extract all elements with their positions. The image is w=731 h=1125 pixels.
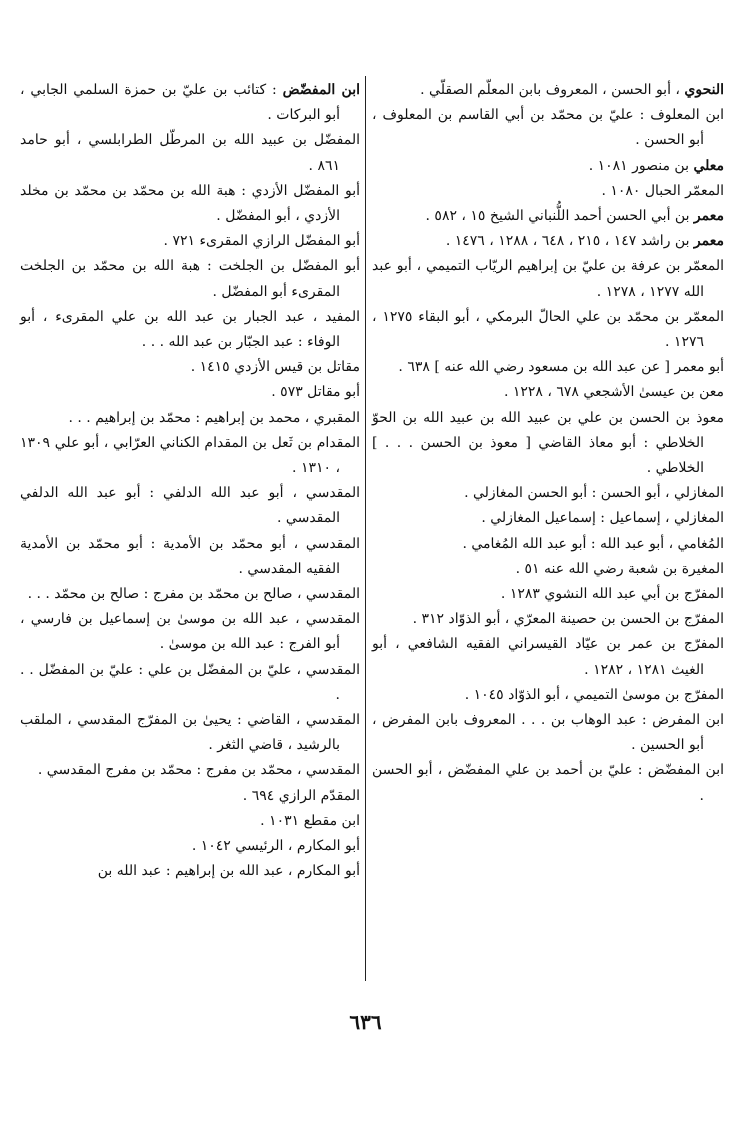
entry-headword: النحوي xyxy=(684,82,724,98)
entry-text: المقدسي ، محمّد بن مفرج : محمّد بن مفرج المقدسي . xyxy=(37,762,360,779)
index-entry xyxy=(372,532,724,557)
index-entry xyxy=(20,431,360,481)
index-entry xyxy=(20,658,360,708)
index-entry xyxy=(20,380,360,405)
entry-text: ، أبو الحسن ، المعروف بابن المعلّم الصقلّي . xyxy=(420,82,680,98)
index-entry xyxy=(20,532,360,582)
index-entry xyxy=(372,204,724,229)
entry-text: أبو المفضّل الرازي المقرىء ٧٢١ . xyxy=(163,233,360,250)
index-entry xyxy=(20,305,360,355)
index-entry xyxy=(372,607,724,632)
entry-text: المغيرة بن شعبة رضي الله عنه ٥١ . xyxy=(515,560,724,577)
index-entry xyxy=(372,506,724,531)
entry-text: أبو المفضّل بن الجلخت : هبة الله بن محمّد بن الجلخت المقرىء أبو المفضّل . xyxy=(20,258,360,300)
entry-text: ابن المعلوف : عليّ بن محمّد بن أبي القاسم بن المعلوف ، أبو الحسن . xyxy=(372,107,724,149)
entry-text: المقدسي ، عليّ بن المفضّل بن علي : عليّ بن المفضّل . . . xyxy=(20,661,360,703)
entry-text: ابن المفرض : عبد الوهاب بن . . . المعروف بابن المفرض ، أبو الحسين . xyxy=(372,712,724,754)
column-divider xyxy=(365,76,366,981)
entry-text: المفضّل بن عبيد الله بن المرطّل الطرابلسي ، أبو حامد ٨٦١ . xyxy=(20,132,360,174)
index-entry xyxy=(20,582,360,607)
entry-headword: معمر xyxy=(693,233,724,250)
entry-text: المغازلي ، أبو الحسن : أبو الحسن المغازلي . xyxy=(464,485,724,502)
index-entry xyxy=(20,758,360,783)
index-column-left xyxy=(20,78,360,885)
entry-text: أبو المكارم ، عبد الله بن إبراهيم : عبد الله بن xyxy=(97,863,360,880)
index-entry xyxy=(20,355,360,380)
entry-headword: معلي xyxy=(693,157,724,174)
entry-text: ابن مقطع ١٠٣١ . xyxy=(260,812,360,829)
index-entry xyxy=(20,179,360,229)
index-entry xyxy=(372,582,724,607)
entry-headword: ابن المفضّض xyxy=(282,82,360,98)
index-entry xyxy=(372,305,724,355)
entry-text: بن منصور ١٠٨١ . xyxy=(588,157,689,174)
index-entry xyxy=(372,103,724,153)
entry-text: بن أبي الحسن أحمد اللُّنباني الشيخ ١٥ ، ٥٨٢ . xyxy=(425,208,690,225)
entry-text: أبو المكارم ، الرئيسي ١٠٤٢ . xyxy=(191,838,360,855)
entry-text: المعمّر الحبال ١٠٨٠ . xyxy=(601,182,724,199)
entry-text: المفرّج بن عمر بن عيّاد القيسراني الفقيه الشافعي ، أبو الغيث ١٢٨١ ، ١٢٨٢ . xyxy=(372,636,724,678)
index-entry xyxy=(20,809,360,834)
index-entry xyxy=(20,859,360,884)
index-entry xyxy=(372,481,724,506)
entry-text: معن بن عيسىٰ الأشجعي ٦٧٨ ، ١٢٢٨ . xyxy=(503,384,724,401)
index-column-right xyxy=(372,78,724,809)
entry-text: المفرّج بن الحسن بن حصينة المعرّي ، أبو الذوّاد ٣١٢ . xyxy=(412,611,724,628)
index-entry xyxy=(372,406,724,482)
entry-text: المقدسي ، صالح بن محمّد بن مفرج : صالح بن محمّد . . . xyxy=(27,586,360,603)
entry-text: المفيد ، عبد الجبار بن عبد الله بن علي المقرىء ، أبو الوفاء : عبد الجبّار بن عبد الله . . . xyxy=(20,308,360,351)
entry-text: المقدسي ، أبو محمّد بن الأمدية : أبو محمّد بن الأمدية الفقيه المقدسي . xyxy=(20,535,360,577)
entry-text: المقدام بن ثَعل بن المقدام الكناني العرّابي ، أبو علي ١٣٠٩ ، ١٣١٠ . xyxy=(20,434,360,477)
index-entry xyxy=(372,758,724,808)
index-entry xyxy=(372,380,724,405)
entry-text: أبو مقاتل ٥٧٣ . xyxy=(271,384,360,401)
index-entry xyxy=(372,557,724,582)
index-entry xyxy=(20,406,360,431)
entry-text: المعمّر بن عرفة بن عليّ بن إبراهيم الريّاب التميمي ، أبو عبد الله ١٢٧٧ ، ١٢٧٨ . xyxy=(372,258,724,300)
entry-text: ابن المفضّض : عليّ بن أحمد بن علي المفضّض ، أبو الحسن . xyxy=(372,762,724,804)
entry-text: : كتائب بن عليّ بن حمزة السلمي الجابي ، أبو البركات . xyxy=(20,82,340,124)
index-entry xyxy=(20,708,360,758)
index-entry xyxy=(372,708,724,758)
entry-text: المفرّج بن أبي عبد الله النشوي ١٢٨٣ . xyxy=(500,586,724,603)
index-entry xyxy=(20,128,360,178)
index-entry xyxy=(20,784,360,809)
index-entry xyxy=(20,78,360,128)
index-entry xyxy=(372,355,724,380)
entry-text: معوذ بن الحسن بن علي بن عبيد الله بن عبيد الله بن الحوّ الخلاطي : أبو معاذ القاضي [ معوذ بن الحسن . . . ] الخلاطي . xyxy=(372,409,724,477)
index-entry xyxy=(372,78,724,103)
page-number: ٦٣٦ xyxy=(349,1010,382,1034)
index-entry xyxy=(20,229,360,254)
index-entry xyxy=(20,481,360,531)
entry-text: المغازلي ، إسماعيل : إسماعيل المغازلي . xyxy=(481,510,724,527)
index-entry xyxy=(372,254,724,304)
entry-text: المعمّر بن محمّد بن علي الحالّ البرمكي ، أبو البقاء ١٢٧٥ ، ١٢٧٦ . xyxy=(372,308,724,351)
entry-text: المقدسي ، أبو عبد الله الدلفي : أبو عبد الله الدلفي المقدسي . xyxy=(20,485,360,527)
entry-text: أبو المفضّل الأزدي : هبة الله بن محمّد بن محمّد بن مخلد الأزدي ، أبو المفضّل . xyxy=(20,182,360,225)
entry-text: بن راشد ١٤٧ ، ٢١٥ ، ٦٤٨ ، ١٢٨٨ ، ١٤٧٦ . xyxy=(445,233,690,250)
entry-text: المقبري ، محمد بن إبراهيم : محمّد بن إبراهيم . . . xyxy=(68,409,360,426)
index-entry xyxy=(372,229,724,254)
entry-text: المقدسي ، القاضي : يحيىٰ بن المفرّج المقدسي ، الملقب بالرشيد ، قاضي الثغر . xyxy=(20,712,360,754)
entry-text: المُغامي ، أبو عبد الله : أبو عبد الله المُغامي . xyxy=(462,535,724,552)
index-entry xyxy=(372,632,724,682)
entry-text: مقاتل بن قيس الأزدي ١٤١٥ . xyxy=(190,359,360,376)
index-entry xyxy=(20,254,360,304)
entry-headword: معمر xyxy=(693,208,724,225)
index-entry xyxy=(372,154,724,179)
index-entry xyxy=(372,683,724,708)
entry-text: المقدّم الرازي ٦٩٤ . xyxy=(242,787,360,804)
index-entry xyxy=(20,834,360,859)
index-entry xyxy=(372,179,724,204)
entry-text: المقدسي ، عبد الله بن موسىٰ بن إسماعيل بن فارسي ، أبو الفرج : عبد الله بن موسىٰ . xyxy=(20,611,360,653)
index-entry xyxy=(20,607,360,657)
entry-text: المفرّج بن موسىٰ التميمي ، أبو الذوّاد ١٠٤٥ . xyxy=(464,686,724,703)
entry-text: أبو معمر [ عن عبد الله بن مسعود رضي الله عنه ] ٦٣٨ . xyxy=(398,359,724,376)
